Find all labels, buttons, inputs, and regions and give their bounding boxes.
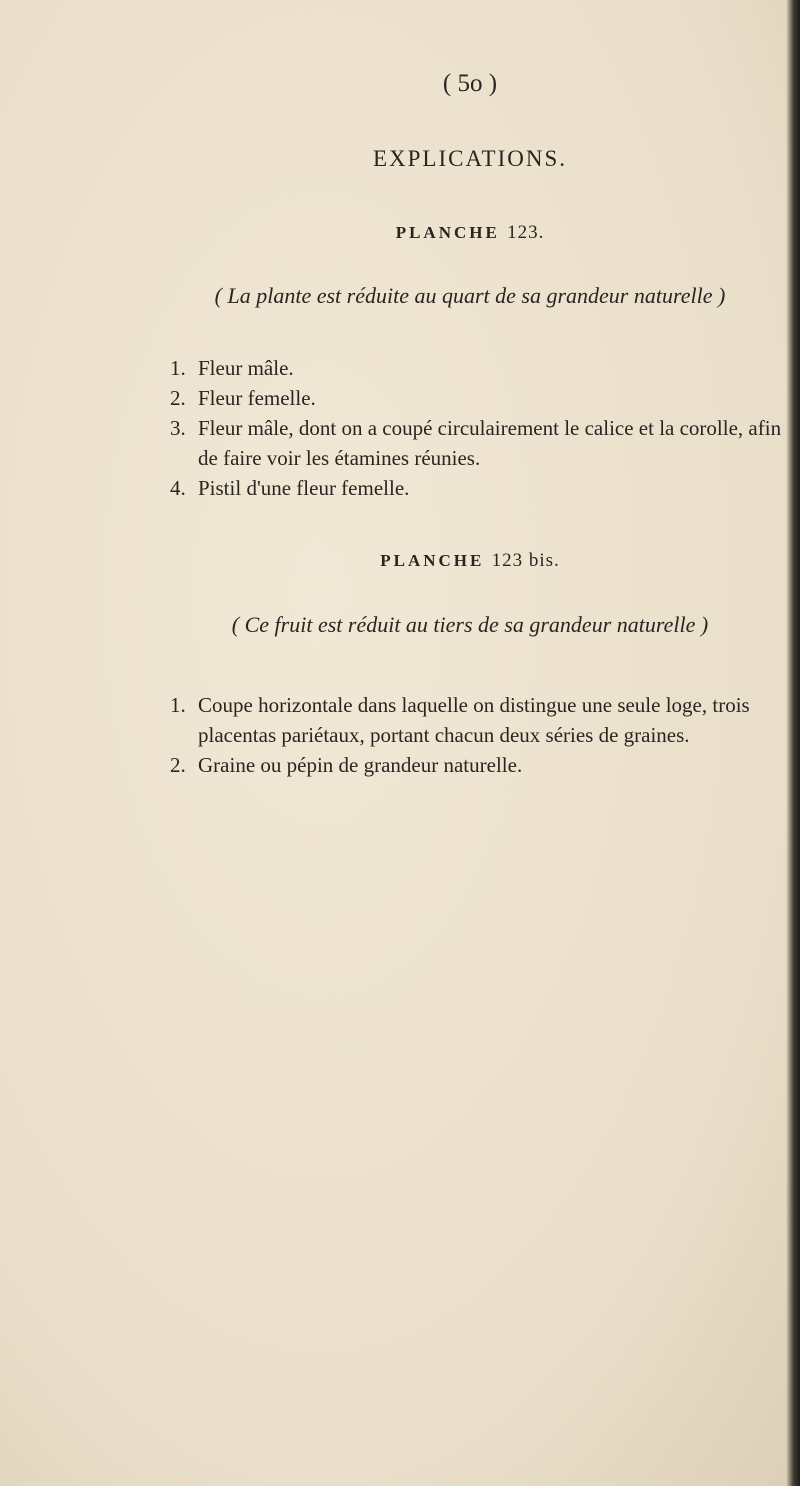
plate-123bis-title <box>0 550 800 572</box>
plate-123-label: PLANCHE <box>395 223 500 242</box>
plate-123-number: 123. <box>507 222 545 243</box>
list-item <box>0 690 800 750</box>
plate-123-title <box>0 222 800 244</box>
list-item <box>0 750 800 780</box>
page-heading: EXPLICATIONS. <box>372 146 568 171</box>
list-item <box>0 413 800 473</box>
item-number: 1. <box>170 693 186 717</box>
plate-123bis-note: ( Ce fruit est réduit au tiers de sa grandeur naturelle ) <box>231 612 709 637</box>
item-text: Graine ou pépin de grandeur naturelle. <box>198 753 523 777</box>
plate-123bis-number: 123 bis. <box>491 550 560 571</box>
item-text-continued: de faire voir les étamines réunies. <box>198 446 481 470</box>
item-text-continued: placentas pariétaux, portant chacun deux séries de graines. <box>198 723 690 747</box>
item-number: 4. <box>170 476 186 500</box>
list-item <box>0 353 800 383</box>
item-number: 3. <box>170 416 186 440</box>
plate-123-list <box>0 353 800 503</box>
item-number: 2. <box>170 753 186 777</box>
page-number: ( 5o ) <box>442 70 498 97</box>
item-text: Fleur femelle. <box>198 386 316 410</box>
plate-123bis-list <box>0 690 800 780</box>
plate-123bis-label: PLANCHE <box>380 551 485 570</box>
list-item <box>0 473 800 503</box>
item-text: Coupe horizontale dans laquelle on distingue une seule loge, trois <box>198 693 750 717</box>
list-item <box>0 383 800 413</box>
item-text: Fleur mâle, dont on a coupé circulairement le calice et la corolle, afin <box>198 416 782 440</box>
item-number: 1. <box>170 356 186 380</box>
item-text: Pistil d'une fleur femelle. <box>198 476 410 500</box>
item-number: 2. <box>170 386 186 410</box>
item-text: Fleur mâle. <box>198 356 294 380</box>
plate-123-note: ( La plante est réduite au quart de sa grandeur naturelle ) <box>214 283 726 308</box>
